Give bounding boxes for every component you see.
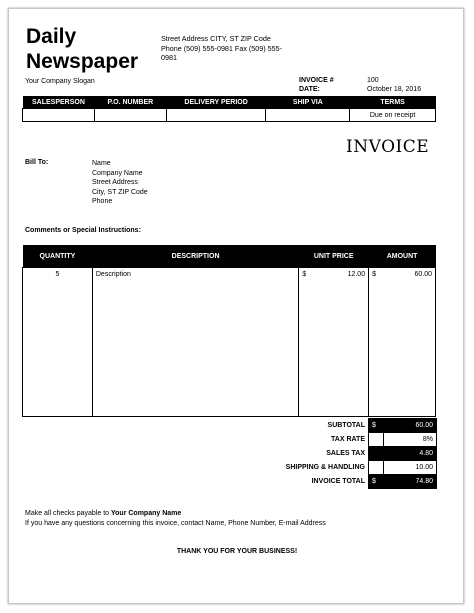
description-cell[interactable]: Description — [92, 268, 298, 417]
invoice-total-row: INVOICE TOTAL $ 74.80 — [278, 475, 437, 489]
thank-you-note: THANK YOU FOR YOUR BUSINESS! — [176, 548, 298, 555]
company-name: Daily Newspaper — [26, 25, 139, 73]
subtotal-value: 60.00 — [384, 419, 437, 433]
line-items-header — [23, 245, 436, 268]
company-slogan: Your Company Slogan — [25, 78, 95, 85]
terms-cell[interactable]: Due on receipt — [350, 109, 436, 122]
invoice-total-value: 74.80 — [384, 475, 437, 489]
bill-to-street: Street Address — [92, 179, 138, 187]
bill-to-company: Company Name — [92, 169, 143, 177]
tax-rate-row: TAX RATE 8% — [278, 433, 437, 447]
invoice-meta-values — [367, 76, 421, 94]
invoice-title: INVOICE — [346, 137, 430, 157]
shipping-row: SHIPPING & HANDLING 10.00 — [278, 461, 437, 475]
col-po-number: P.O. NUMBER — [94, 96, 166, 109]
col-terms: TERMS — [350, 96, 436, 109]
quantity-cell[interactable]: 5 — [23, 268, 93, 417]
questions-note: If you have any questions concerning this invoice, contact Name, Phone Number, E-mail Address — [25, 520, 326, 527]
invoice-number: 100 — [367, 77, 379, 84]
line-items-table — [22, 245, 436, 417]
col-delivery-period: DELIVERY PERIOD — [166, 96, 266, 109]
order-info-value-row — [23, 109, 436, 122]
col-amount: AMOUNT — [369, 245, 436, 268]
salesperson-cell[interactable] — [23, 109, 95, 122]
invoice-meta-labels: INVOICE # DATE: — [299, 77, 334, 93]
table-row — [23, 268, 436, 417]
order-info-table — [22, 96, 436, 122]
delivery-period-cell[interactable] — [166, 109, 266, 122]
ship-via-cell[interactable] — [266, 109, 350, 122]
col-description: DESCRIPTION — [92, 245, 298, 268]
shipping-value[interactable]: 10.00 — [384, 461, 437, 475]
amount-cell[interactable]: $ 60.00 — [369, 268, 436, 417]
unit-price-cell[interactable]: $ 12.00 — [299, 268, 369, 417]
col-quantity: QUANTITY — [23, 245, 93, 268]
order-info-header-row — [23, 96, 436, 109]
bill-to-name: Name — [92, 160, 111, 167]
payment-note: Make all checks payable to Your Company Name If you have any questions concerning this invoice, contact Name, Phone Number, E-mail Address — [25, 510, 326, 527]
sales-tax-row: SALES TAX 4.80 — [278, 447, 437, 461]
bill-to-label: Bill To: — [25, 159, 49, 166]
bill-to-phone: Phone — [92, 198, 113, 206]
totals-table — [278, 418, 437, 489]
col-salesperson: SALESPERSON — [23, 96, 95, 109]
po-number-cell[interactable] — [94, 109, 166, 122]
payable-company: Your Company Name — [111, 510, 182, 517]
invoice-date: October 18, 2016 — [367, 86, 422, 93]
subtotal-row: SUBTOTAL $ 60.00 — [278, 419, 437, 433]
company-address: Street Address CITY, ST ZIP Code Phone (509) 555-0981 Fax (509) 555- 0981 — [161, 34, 283, 62]
comments-label: Comments or Special Instructions: — [25, 227, 141, 234]
bill-to-city: City, ST ZIP Code — [92, 188, 148, 196]
col-unit-price: UNIT PRICE — [299, 245, 369, 268]
bill-to-block — [92, 159, 148, 207]
tax-rate-value[interactable]: 8% — [384, 433, 437, 447]
sales-tax-value: 4.80 — [384, 447, 437, 461]
col-ship-via: SHIP VIA — [266, 96, 350, 109]
